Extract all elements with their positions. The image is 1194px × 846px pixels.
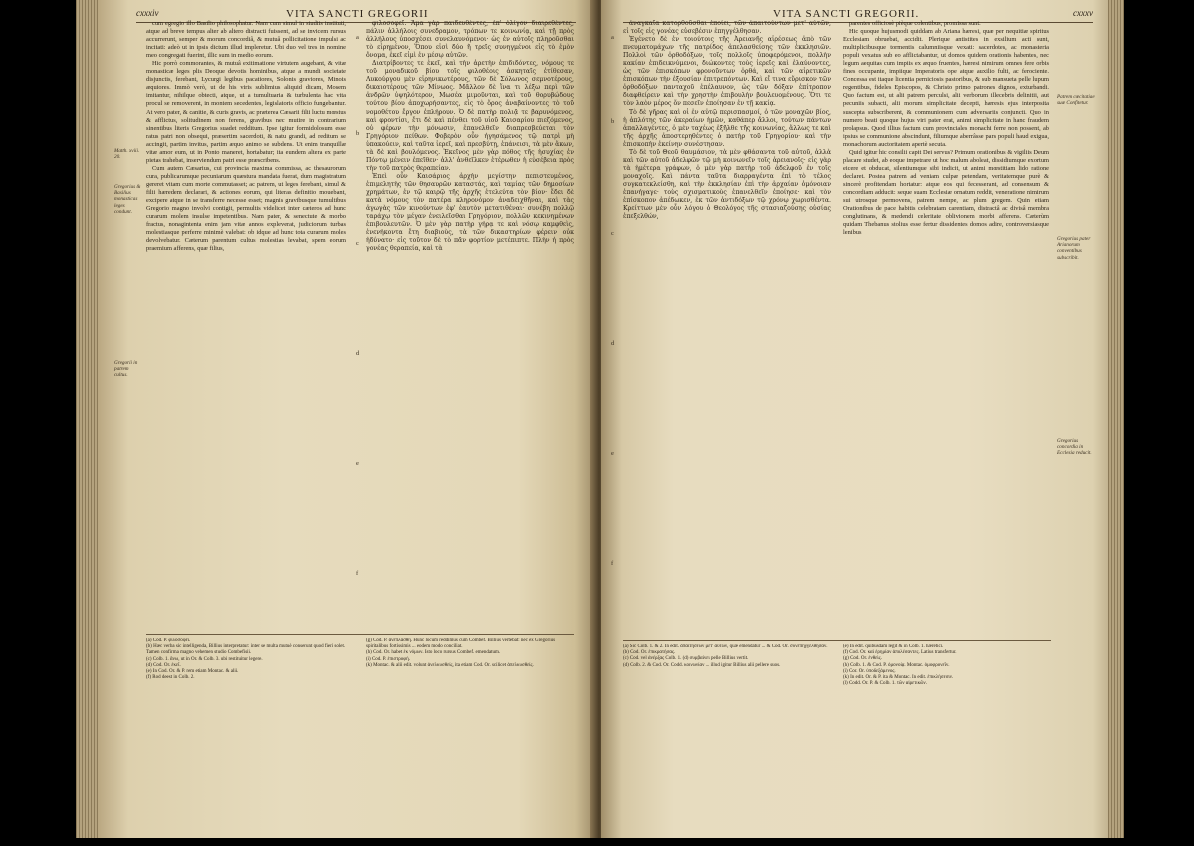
left-latin-paragraph-2: Hic porrò commorantes, & mutuâ exitimatione virtutem augebant, & vitæ monasticæ leges plis Deoque devotis hominibus, atque a mundi societate disjunctis, ferebant, Lycurgi legibus pacatiores, Solonis graviores, Minois æquiores. Immò verò, ut de his viris sublimius aliquid dicam, Mosem imitantur, nihilque obtecti, atque, ut a tumultuaria & turbulenta hac vita procul se removerent, in montem secedentes, legislatoris officio fungebantur. At vero pater, & canitie, & curis gravis, ac præterea Cæsarii filii luctu mœstus & afflictus, solitudinem non ferens, gravibus nec mutire in contrarium sinentibus literis Gregorius suadet redditum. Ipse igitur formidolosum esse ratus patri non obsequi, præsertim sacerdoti, & natu grandi, ad reditum se accingit, partim invitus, partim æquo animo se subdens. Ut enim tranquillæ vitæ amor eum, ut in Ponto maneret, hortabatur; ita eundem altera ex parte pietas trahebat, inserviendum patri esse præscribens.: [146, 60, 346, 164]
right-greek-paragraph-3: Τὸ δὲ γῆρας καὶ οἱ ἐν αὐτῷ περισπασμοί, ὁ τῶν μοναχῶν βίος, ἡ ἀπλότης τῶν ἀκεραίων ἡμῶν, καθάπερ ἄλλοι, τούτων πάντων ἀπαλλαγέντες, ὁ μὲν ταχέως ἐξῆλθε τῆς κοινωνίας, ἄλλως τε καὶ τῆς ἀρχῆς ἀποστερηθέντες ὁ πατὴρ τοῦ Γρηγορίου· καὶ τὴν ἐπισκοπὴν ἐκείνην συνέστησαν.: [623, 108, 831, 148]
right-footnote: (h) Colb. 1. & Cod. P. ὁμονοίᾳ. Montac. ὁμοφρονεῖν.: [843, 662, 950, 668]
right-latin-paragraph-3: Quid igitur hic consilii capit Dei servus? Primum orationibus & vigiliis Deum placare studet, ab eoque impetrare ut hoc malum aboleat, dissidiumque exortum eicere et obducat, silentiumque sibi indicit, ut animi mœstitiam lido ratione declaret. Postea patrem ad veniam culpæ petendam, veritatemque purè & sincerè profitendam hortatur: atque eos qui fecesserant, ad consensum & concordiam adducit: seque suam Ecclesiæ ornatum reddit, veneratione nimirum sui utrosque permovens, patrem nempe, ac plum gregem. Quin etiam Orationibus de pace habitis celebratam carentiam, distractâ ac divisâ membra conglutinans, & medendi celeritate oblivionem morbi afferens. Cæterùm quidam Thebanus stolius esse fertur dissidentes domos adire, controversiasque lenibus: [843, 148, 1049, 237]
left-latin-paragraph-1: cum egregio illo Basilio philosophatur. Nam cum simul in studiis instituti, atque ad breve tempus alter ab altero distracti fuissent, ad se invicem rursus accurrerunt, semper & morum concordiâ, & mutuâ pollicitatione impulsi ac incitati: adeò ut in ipsis dictum illud impleretur. Ubi duo vel tres in nomine meo congregati fuerint, illic sum in medio eorum.: [146, 20, 346, 60]
left-line-letter-d: d: [356, 350, 360, 357]
right-margin-note-1: Patrem cœcitatiae suæ Confitetur.: [1057, 94, 1095, 107]
left-footnotes-col-2: [366, 638, 574, 828]
right-running-title: VITA SANCTI GREGORII.: [773, 8, 920, 20]
left-margin-note-2: Gregorius & Basilius monasticas leges condunt.: [114, 184, 141, 215]
left-margin-note-3: Gregorii in patrem cultus.: [114, 360, 138, 379]
open-book: [76, 0, 1124, 838]
right-footnote: (a) Sic Colb. 1. & 2. In edit. ἀπαιτήσεων μετ' αὐτῶν, quæ emendatur ... & Cod. Or. συνεπηγγέλθησαν.: [623, 644, 828, 649]
left-footnotes-col-1: [146, 638, 346, 828]
right-page-number: cxxxv: [1073, 8, 1093, 18]
right-margin-note-2: Gregorius pater Arianorum conventibus subscribit.: [1057, 236, 1091, 261]
right-footnote: (k) In edit. Or. & P. ita & Montac. In edit. ἐπικλήσεσιν.: [843, 675, 954, 681]
left-latin-column: [146, 20, 346, 630]
left-line-letter-a: a: [356, 34, 359, 41]
left-footnote: (e) In Cod. Or. & P. rem etiam Montac. & alii.: [146, 669, 239, 675]
right-page-edges: [1108, 0, 1124, 838]
right-footnote: (c) Cod. vel ἀνέρξας Colb. 1. (d) συμβαίνει pelle Billius vertit.: [623, 656, 749, 662]
right-footnote: (b) Cod. Or. ἐπικρατήσας.: [623, 650, 676, 656]
right-footnotes-col-2: [843, 644, 1049, 828]
left-page-edges: [76, 0, 98, 838]
left-line-letter-e: e: [356, 460, 359, 467]
left-page-number: cxxxiv: [136, 8, 159, 18]
right-line-letter-c: c: [611, 230, 614, 237]
right-footnote: (f) Cod. Or. καὶ ἐρημίαν ἀπολέσαντες. Latius transfertur.: [843, 650, 957, 656]
left-footnote: (b) Hæc verba sic intelligenda, Billius interpretatur: inter se multa mutuè conserunt quod fieri solet. Tamen confirma magno vehemen studio Combefisii.: [146, 644, 346, 656]
right-latin-paragraph-1: parentes officiosè pièque colentibus, promissa sunt.: [849, 20, 981, 27]
right-page: [601, 0, 1124, 838]
right-latin-column: [843, 20, 1049, 634]
right-greek-paragraph-1: ἀναγκαῖα κατορθοῦσθαι ἐποίει, τῶν ἀπαιτούντων μετ' αὐτῶν, εἰ τοῖς εἰς γονέας εὐσεβέσιν ἐπηγγέλθησαν.: [623, 20, 831, 36]
right-line-letter-b: b: [611, 118, 615, 125]
right-line-letter-d: d: [611, 340, 615, 347]
right-line-letter-a: a: [611, 34, 614, 41]
left-footnote: (d) Cod. Or. ἐκεῖ.: [146, 662, 181, 668]
right-footnote: (g) Cod. Or. ἐνθεὶς.: [843, 656, 882, 662]
left-line-letter-b: b: [356, 130, 360, 137]
left-footnote: (k) Montac. & alii edit. volunt ἀνελκυσθείς, ita etiam Cod. Or. scilicet ἀπελκυσθείς.: [366, 662, 534, 668]
right-footnote: (i) Cor. Or. ὑποδεξάμενος.: [843, 668, 896, 674]
right-margin-note-3: Gregorius concordia in Ecclesia reducit.: [1057, 438, 1092, 457]
right-footnote: (l) Codd. Or. P. & Colb. 1. τῶν αἱρετικῶν.: [843, 681, 927, 687]
left-footnote: (f) Rod deest in Colb. 2.: [146, 675, 195, 681]
left-footnote: (g) Cod. P. ἀνεπλάσθη. Hunc locum reddimus cum Combef. Billius vertebat: nec ex Gregorius spiritalibus fortissimis ... eodem modo conciliat.: [366, 638, 556, 650]
left-greek-paragraph-1: φιλοσοφεῖ. Ἅμα γὰρ παιδευθέντες, ἐπ' ὀλίγον διαιρεθέντες, πάλιν ἀλλήλοις συνεδραμον, τρόπων τε κοινωνίᾳ, καὶ τῇ πρὸς ἀλλήλους ὑποσχέσει συνελαυνόμενοι· ὡς ἐν αὐτοῖς πληροῦσθαι τὸ εἰρημένον, Ὅπου εἰσὶ δύο ἢ τρεῖς συνηγμένοι εἰς τὸ ἐμὸν ὄνομα, ἐκεῖ εἰμὶ ἐν μέσῳ αὐτῶν.: [366, 20, 574, 60]
left-footnote-rule: [146, 634, 574, 635]
left-page: [76, 0, 596, 838]
right-footnote: (d) Colb. 2. & Cod. Or. Codd. κοινωνίαν ... illud igitur Billius alii pellere suos.: [623, 662, 781, 668]
right-greek-paragraph-4: Τὸ δὲ τοῦ Θεοῦ θαυμάσιον, τὰ μὲν φθάσαντα τοῦ αὐτοῦ, ἀλλὰ καὶ τῶν αὐτοῦ ἀδελφῶν τῷ μὴ κοινωνεῖν τοῖς ἀρειανοῖς· εἰς γὰρ τὰ ἡμέτερα γράφων, ὁ μὲν γὰρ πατὴρ τοῦ ἀδελφοῦ ἐν τοῖς μοναχοῖς. Καὶ πάντα ταῦτα διαρραγέντα ἐπὶ τὸ τέλος συγκατεκλείσθη, καὶ τὴν ἐκκλησίαν ἐπὶ τὴν ἀρχαίαν ὁμόνοιαν ἐπανήγαγε· τοὺς σχισματικοὺς ἐπανελθεῖν ἐποίησε· καὶ τὸν ἐπίσκοπον ἀπέδωκεν, ἐκ τῶν ἀντιδόξων τῷ χρόνῳ χωρισθέντα. Κρείττων μὲν οὖν λόγου ὁ Θεολόγος τῆς στασιαζούσης οὐσίας ἐπεξελθών,: [623, 148, 831, 221]
right-footnote-rule: [623, 640, 1051, 641]
left-greek-column: [366, 20, 574, 630]
left-greek-paragraph-3: Ἐπεὶ οὖν Καισάριος ἀρχὴν μεγίστην πεπιστευμένος, ἐπιμελητὴς τῶν θησαυρῶν καταστάς, καὶ ταμίας τῶν δημοσίων χρημάτων, ἐν τῷ καιρῷ τῆς ἀρχῆς ἐτελεύτα τὸν βίον· ἔδει δὲ κατὰ νόμους τὸν πατέρα κληρονόμον ἀναδειχθῆναι, καὶ τὰς ἀγωγὰς τῶν κινούντων ἐφ' ἑαυτὸν μετατιθέναι· συνέβη πολλῷ ταράχῳ τὸν μέγαν ἐνειλεῖσθαι Γρηγόριον, πολλῶν κεκινημένων ἐπιβουλευτῶν. Ὁ μὲν γὰρ πατὴρ γήρᾳ τε καὶ νόσῳ καμφθεὶς, ἐνενήκοντα ἔτη διαβιοὺς, τὰ τῶν δικαστηρίων φέρειν οὐκ ἠδύνατο· εἰς τοῦτον δὲ τὸ πᾶν φορτίον μετέπιπτε. Πλὴν ἡ πρὸς γονέας θεραπεία, καὶ τὰ: [366, 172, 574, 253]
left-line-letter-c: c: [356, 240, 359, 247]
left-line-letter-f: f: [356, 570, 359, 577]
left-footnote: (h) Cod. Or. habet ἐκ νόμων. Isto loco rursus Combef. emendatum.: [366, 650, 501, 656]
right-line-letter-f: f: [611, 560, 614, 567]
right-greek-column: [623, 20, 831, 634]
right-latin-paragraph-2: Hic quoque hujusmodi quiddam ab Ariana hæresi, quæ per nequitiæ spiritus Ecclesiam obruebat, accidit. Plerique antistites in exsilium acti sunt, multiplicibusque tormentis calumniisque vexati: sacerdotes, ac monasteria populi vexatus sub eo afflictabantur, ut domos quidem orationis habentes, nec legum aequitas cum impiis ex æquo fruentes, hæresi nimirum omnes fere orbis fines occupante, impiique Imperatoris ope atque auxilio fulti, ac ferociente. Concessa est itaque licentia perniciosis pastoribus, & sub mansueta pelle lupum regentibus, fideles Episcopos, & Christo primo patrones dignos, exturbandi. Quo factum est, ut alii patrem perculsi, alii verborum illecebris delinitii, aut pecuniis subacti, alii morum simplicitate decepti, hæresis ejus interposita suscepta subscriberent, & communionem cum adversariis conjuncti. Quo in numero beati quoque hujus viri pater erat, animi simplicitate in hanc fraudem prolapsus. Quod illius factum cum provinciales monachi ferre non possent, ab ipsius se communione abscindunt, filiumque aberrâsse pars populi haud exigua, monachorum auctoritatem apertè secuta.: [843, 28, 1049, 148]
right-greek-paragraph-2: Ἐγένετο δὲ ἐν τοιούτοις τῆς Ἀρειανῆς αἱρέσεως ἀπὸ τῶν πνευματομάχων τῆς πατρίδος ἀπελασθείσης τῶν ἐκκλησιῶν. Πολλοὶ τῶν ὀρθοδόξων, τοῖς πολλοῖς ὑποφερόμενοι, πολλὴν κακίαν ἐπιδεικνύμενοι, διώκοντες τοὺς ἱερεῖς καὶ ἐλαύνοντες, ὡς τῶν ἐπισκόπων φρονοῦντων ὀρθά, καὶ τῶν αἱρετικῶν ἐπισκόπων τὴν ἐξουσίαν ἐπιτρεπόντων. Καὶ εἴ τινα εὕρισκον τῶν ὀρθοδόξων πανταχοῦ ἐπέλαυνον, ὡς τῶν δόξαν ἐπίτροπον διαφθείρειν καὶ τὴν χρηστὴν ἐπιβουλὴν βουλευομένους. Ὅτι τε τὸν λαὸν μέρος ὄν πεσεῖν ἐποίησαν ἐν τῇ κακίᾳ.: [623, 36, 831, 108]
left-footnote: (c) Colb. 1. ἄνω, ut in Or. & Colb. 3. ubi restituitur legere.: [146, 656, 263, 662]
left-running-title: VITA SANCTI GREGORII: [286, 8, 429, 20]
right-footnotes-col-1: [623, 644, 831, 828]
left-greek-paragraph-2: Διατρίβοντες τε ἐκεῖ, καὶ τὴν ἀρετὴν ἐπιδιδόντες, νόμους τε τοῦ μοναδικοῦ βίου τοῖς φιλοθέοις ἀσκηταῖς ἐτίθεσαν, Λυκούργου μὲν εἰρηνικωτέρους, τῶν δὲ Σόλωνος σεμνοτέρους, δικαιοτέρους τῶν Μίνωος. Μᾶλλον δὲ ἵνα τι λέξω περὶ τῶν ἀνδρῶν ὑψηλότερον, Μωσέα μιμοῦνται, καὶ τοῦ θορυβώδους τούτου βίου ἀποχωρήσαντες, εἰς τὸ ὄρος ἀναβαίνοντες τὸ τοῦ νομοθέτου ἔργον ἐπλήρουν. Ὁ δὲ πατὴρ πολιᾷ τε βαρυνόμενος, καὶ φροντίσι, ἔτι δὲ καὶ πένθει τοῦ υἱοῦ Καισαρίου πιεζόμενος, οὐ φέρων τὴν μόνωσιν, ἐπανελθεῖν διαπρεσβεύεται τὸν Γρηγόριον πείθων. Φοβερὸν οὖν ἡγησάμενος τῷ πατρὶ μὴ ὑπακούειν, καὶ ταῦτα ἱερεῖ, καὶ πρεσβύτῃ, ἐπάνεισι, τὰ μὲν ἄκων, τὰ δὲ καὶ βουλόμενος. Ἐκεῖνος μὲν γὰρ πόθος τῆς ἡσυχίας ἐν Πόντῳ μένειν ἐπεῖθεν· ἀλλ' ἀνθεῖλκεν ἑτέρωθεν ἡ εὐσέβεια πρὸς τὴν τοῦ πατρὸς θεραπείαν.: [366, 60, 574, 172]
left-margin-note-1: Matth. xviii. 20.: [114, 148, 140, 161]
left-latin-paragraph-3: Cum autem Cæsarius, cui provincia maxima commissa, ac thesaurorum cura, publicarumque pecuniarum quæstura mandata fuerat, dum magistratum gereret vitam cum morte commutasset; ac patrem, ut leges ferebant, simul & filii hæredem declarari, & actiones eorum, qui literas definitio mouebant, excipere atque in se transferre necesse esset; magnis gravibusque tumultibus Gregorio magno involvi contigit, permultis videlicet inter cæteros ad hunc curarum molem insulse impetentibus. Nam pater, & senectute & morbo fractus, nonagintenta enim jam vitæ annos expleverat, judiciorum turbas molestiasque perferre minimè valebat: ob idque ad hunc tota curarum moles devolvebatur. Cæterum parentum cultus molestias levabat, spem eorum praemium afferens, quæ filius,: [146, 164, 346, 253]
left-footnote: (i) Cod. P. ἐπιστροφή.: [366, 656, 410, 662]
left-footnote: (a) Cod. P. φιλοσοφεῖ.: [146, 638, 191, 643]
right-line-letter-e: e: [611, 450, 614, 457]
right-footnote: (e) In edit. quibusdam legit & in Colb. 1. hæretici.: [843, 644, 944, 649]
